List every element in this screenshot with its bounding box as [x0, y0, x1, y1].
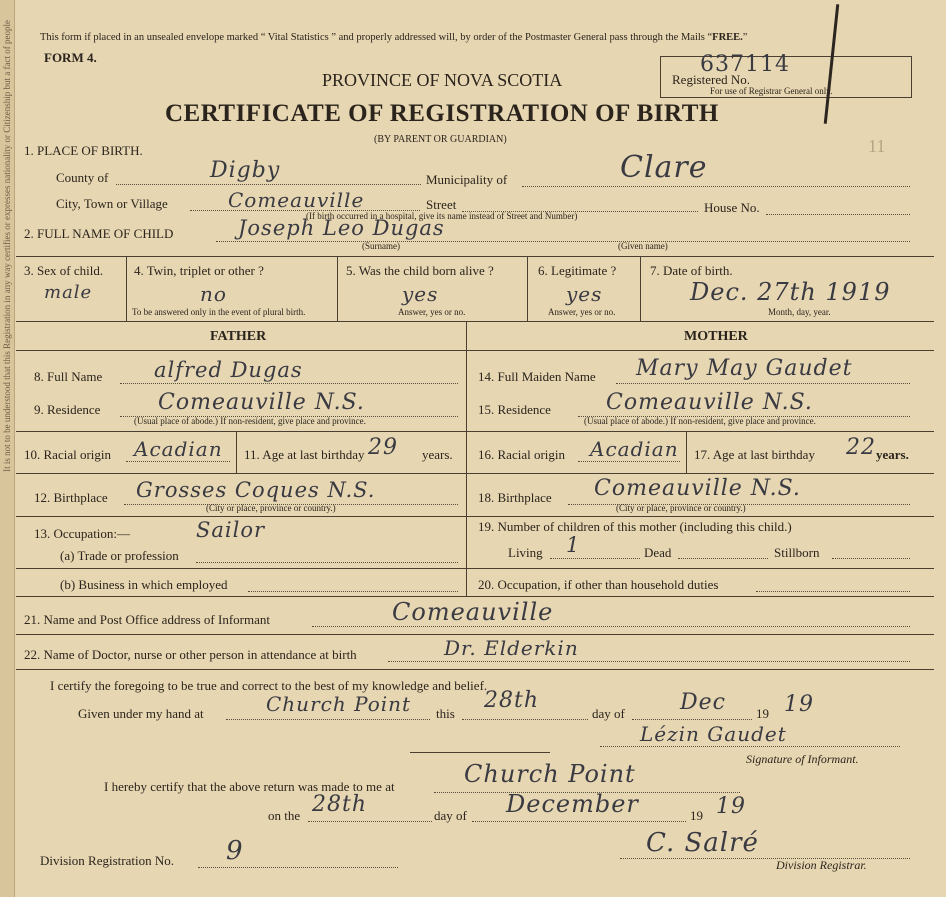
twin-note: To be answered only in the event of plural birth.: [132, 307, 306, 317]
given-day-of-label: day of: [592, 706, 625, 721]
mother-occupation-label: 20. Occupation, if other than household duties: [478, 577, 719, 592]
corner-mark: 11: [868, 136, 886, 156]
father-name-label: 8. Full Name: [34, 369, 103, 384]
legitimate-note: Answer, yes or no.: [548, 307, 616, 317]
birth-date-value: Dec. 27th 1919: [690, 278, 891, 306]
city-value: Comeauville: [228, 188, 365, 212]
twin-label: 4. Twin, triplet or other ?: [134, 263, 264, 278]
stillborn-line: [832, 558, 910, 559]
alive-note: Answer, yes or no.: [398, 307, 466, 317]
father-rule-3: [16, 516, 466, 517]
mother-name-line: [616, 383, 910, 384]
mother-name-label: 14. Full Maiden Name: [478, 369, 596, 384]
mail-notice: [40, 32, 747, 43]
child-name-value: Joseph Leo Dugas: [238, 216, 445, 240]
parents-bottom-rule: [16, 596, 934, 597]
father-age-unit: years.: [422, 447, 453, 462]
signature-line: [600, 746, 900, 747]
mother-birthplace-value: Comeauville N.S.: [594, 476, 801, 501]
parents-heading-rule: [16, 350, 934, 351]
father-rule-2: [16, 473, 466, 474]
mother-heading: MOTHER: [684, 329, 748, 344]
stillborn-label: Stillborn: [774, 545, 820, 560]
birth-date-label: 7. Date of birth.: [650, 263, 733, 278]
dead-label: Dead: [644, 545, 672, 560]
registrar-day-of-label: day of: [434, 808, 467, 823]
birth-date-note: Month, day, year.: [768, 307, 831, 317]
registrar-month-line: [472, 821, 686, 822]
mother-residence-label: 15. Residence: [478, 402, 551, 417]
edge-text: It is not to be understood that this Registration in any way certifies or expresses nationality or Citizenship but a fact of people: [2, 20, 12, 472]
divider-v2: [337, 256, 338, 321]
certificate-subtitle: (BY PARENT OR GUARDIAN): [374, 134, 507, 145]
registrar-use-note: For use of Registrar General only.: [710, 86, 833, 96]
father-occupation-label: 13. Occupation:—: [34, 526, 131, 541]
place-of-birth-heading: 1. PLACE OF BIRTH.: [24, 143, 143, 158]
mother-racial-value: Acadian: [590, 437, 679, 461]
trade-label: (a) Trade or profession: [60, 548, 179, 563]
mail-notice-text: This form if placed in an unsealed envelope marked “ Vital Statistics ” and properly addressed will, by order of the Postmaster General pass through the Mails “: [40, 32, 713, 43]
doctor-value: Dr. Elderkin: [444, 636, 579, 660]
mother-age-unit: years.: [876, 447, 909, 462]
mother-rule-4: [466, 568, 934, 569]
sex-value: male: [44, 282, 93, 303]
registrar-month-value: December: [506, 790, 639, 818]
father-heading: FATHER: [210, 329, 267, 344]
registrar-statement: I hereby certify that the above return was made to me at: [104, 779, 395, 794]
business-line: [248, 591, 458, 592]
father-residence-label: 9. Residence: [34, 402, 101, 417]
informant-label: 21. Name and Post Office address of Informant: [24, 612, 270, 627]
mother-age-value: 22: [846, 435, 876, 460]
county-value: Digby: [210, 158, 281, 183]
registrar-day-line: [308, 821, 432, 822]
mother-residence-note: (Usual place of abode.) If non-resident, give place and province.: [584, 416, 816, 426]
mother-name-value: Mary May Gaudet: [636, 356, 853, 381]
mother-age-divider: [686, 431, 687, 473]
division-registration-line: [198, 867, 398, 868]
business-label: (b) Business in which employed: [60, 577, 228, 592]
doctor-label: 22. Name of Doctor, nurse or other person in attendance at birth: [24, 647, 357, 662]
given-name-note: (Given name): [618, 241, 668, 251]
father-name-value: alfred Dugas: [154, 358, 303, 382]
county-label: County of: [56, 170, 109, 185]
father-name-line: [120, 383, 458, 384]
mother-rule-2: [466, 473, 934, 474]
father-age-divider: [236, 431, 237, 473]
informant-line: [312, 626, 910, 627]
father-racial-line: [126, 461, 230, 462]
informant-rule: [16, 634, 934, 635]
registrar-place-value: Church Point: [464, 760, 636, 788]
father-birthplace-note: (City or place, province or country.): [206, 503, 336, 513]
municipality-label: Municipality of: [426, 172, 508, 187]
given-day-line: [462, 719, 588, 720]
child-name-label: 2. FULL NAME OF CHILD: [24, 226, 174, 241]
divider-bottom-details: [16, 321, 934, 322]
children-count-label: 19. Number of children of this mother (including this child.): [478, 519, 792, 534]
registered-no-label: Registered No.: [672, 72, 750, 87]
divider-v1: [126, 256, 127, 321]
father-rule-1: [16, 431, 466, 432]
legitimate-label: 6. Legitimate ?: [538, 263, 617, 278]
mother-birthplace-note: (City or place, province or country.): [616, 503, 746, 513]
doctor-rule: [16, 669, 934, 670]
mother-racial-label: 16. Racial origin: [478, 447, 566, 462]
mother-rule-3: [466, 516, 934, 517]
father-occupation-value: Sailor: [196, 518, 266, 542]
mother-age-label: 17. Age at last birthday: [694, 447, 815, 462]
sex-label: 3. Sex of child.: [24, 263, 104, 278]
registrar-year-value: 19: [716, 794, 746, 819]
living-label: Living: [508, 545, 543, 560]
form-number: FORM 4.: [44, 50, 97, 65]
certify-statement: I certify the foregoing to be true and correct to the best of my knowledge and belief.: [50, 678, 488, 693]
given-month-value: Dec: [680, 690, 726, 715]
father-age-value: 29: [368, 435, 398, 460]
legitimate-value: yes: [566, 282, 603, 306]
province-heading: PROVINCE OF NOVA SCOTIA: [322, 70, 563, 90]
trade-line: [196, 562, 458, 563]
on-the-label: on the: [268, 808, 301, 823]
registered-no-value: 637114: [700, 52, 790, 77]
short-rule: [410, 752, 550, 753]
informant-signature: Lézin Gaudet: [640, 722, 787, 746]
county-line: [116, 184, 421, 185]
mail-notice-suffix: ”: [742, 32, 748, 43]
city-label: City, Town or Village: [56, 196, 168, 211]
living-line: [550, 558, 640, 559]
given-label: Given under my hand at: [78, 706, 204, 721]
municipality-value: Clare: [620, 150, 708, 185]
alive-label: 5. Was the child born alive ?: [346, 263, 494, 278]
street-label: Street: [426, 197, 457, 212]
given-place-value: Church Point: [266, 692, 412, 716]
this-label: this: [436, 706, 455, 721]
mother-rule-1: [466, 431, 934, 432]
doctor-line: [388, 661, 910, 662]
father-rule-4: [16, 568, 466, 569]
parents-divider: [466, 321, 467, 596]
father-birthplace-value: Grosses Coques N.S.: [136, 478, 376, 502]
surname-note: (Surname): [362, 241, 400, 251]
given-day-value: 28th: [484, 688, 540, 713]
given-place-line: [226, 719, 430, 720]
informant-value: Comeauville: [392, 598, 554, 626]
father-residence-note: (Usual place of abode.) If non-resident, give place and province.: [134, 416, 366, 426]
mother-residence-value: Comeauville N.S.: [606, 390, 813, 415]
divider-v3: [527, 256, 528, 321]
living-value: 1: [566, 533, 581, 557]
house-label: House No.: [704, 200, 760, 215]
father-residence-value: Comeauville N.S.: [158, 390, 365, 415]
given-month-line: [632, 719, 752, 720]
mail-notice-free: FREE.: [712, 32, 743, 43]
municipality-line: [522, 186, 910, 187]
signature-caption: Signature of Informant.: [746, 752, 859, 766]
certificate-title: CERTIFICATE OF REGISTRATION OF BIRTH: [165, 100, 719, 127]
divider-top-details: [16, 256, 934, 257]
registrar-signature: C. Salré: [646, 828, 759, 858]
father-racial-label: 10. Racial origin: [24, 447, 112, 462]
given-year-value: 19: [784, 692, 814, 717]
father-age-label: 11. Age at last birthday: [244, 447, 365, 462]
father-racial-value: Acadian: [134, 437, 223, 461]
house-line: [766, 214, 910, 215]
alive-value: yes: [402, 282, 439, 306]
mother-racial-line: [578, 461, 680, 462]
registrar-year-prefix: 19: [690, 808, 703, 823]
mother-birthplace-label: 18. Birthplace: [478, 490, 552, 505]
twin-value: no: [200, 282, 227, 306]
dead-line: [678, 558, 768, 559]
hospital-note: (If birth occurred in a hospital, give its name instead of Street and Number): [306, 211, 578, 221]
father-birthplace-label: 12. Birthplace: [34, 490, 108, 505]
division-registration-value: 9: [226, 836, 244, 866]
registrar-day-value: 28th: [312, 792, 368, 817]
left-edge-strip: [0, 0, 15, 897]
mother-occupation-line: [756, 591, 910, 592]
divider-v4: [640, 256, 641, 321]
registrar-caption: Division Registrar.: [776, 858, 867, 872]
child-name-line: [216, 241, 910, 242]
given-year-prefix: 19: [756, 706, 769, 721]
division-registration-label: Division Registration No.: [40, 853, 174, 868]
